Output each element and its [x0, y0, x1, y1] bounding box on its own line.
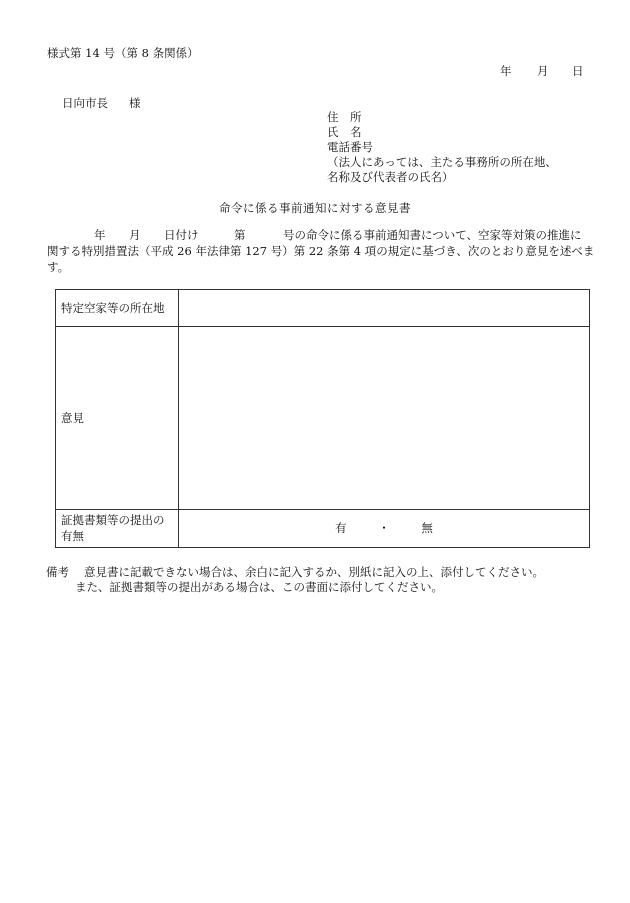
remarks-line-2: また、証拠書類等の提出がある場合は、この書面に添付してください。: [75, 580, 443, 594]
body-dai-label: 第: [234, 228, 246, 242]
evidence-no-option[interactable]: 無: [421, 521, 433, 536]
body-line-2: 関する特別措置法（平成 26 年法律第 127 号）第 22 条第 4 項の規定に基づき、次のとおり意見を述べま: [47, 244, 595, 258]
body-year-label: 年: [94, 228, 106, 242]
document-title: 命令に係る事前通知に対する意見書: [219, 201, 411, 215]
body-month-label: 月: [129, 228, 141, 242]
addressee-honorific: 様: [129, 96, 141, 110]
opinion-label: 意見: [56, 327, 179, 510]
sender-phone-label: 電話番号: [327, 140, 373, 154]
sender-name-label: 氏 名: [327, 125, 362, 139]
remarks-label: 備考: [46, 565, 69, 579]
date-day-label: 日: [572, 64, 584, 78]
evidence-choice-cell: [179, 510, 590, 548]
body-line-1-text: 号の命令に係る事前通知書について、空家等対策の推進に: [283, 228, 582, 242]
form-number: 様式第 14 号（第 8 条関係）: [47, 46, 199, 60]
opinion-field[interactable]: [179, 327, 590, 510]
table-row-opinion: [56, 327, 590, 510]
table-row-location: [56, 290, 590, 327]
location-field[interactable]: [179, 290, 590, 327]
sender-corporate-note-line2: 名称及び代表者の氏名）: [327, 170, 454, 184]
addressee-name: 日向市長: [62, 96, 108, 110]
evidence-yes-option[interactable]: 有: [335, 521, 347, 536]
evidence-label: [56, 510, 179, 548]
sender-address-label: 住 所: [327, 110, 362, 124]
evidence-label-line2: 有無: [61, 528, 84, 543]
body-line-3: す。: [47, 260, 70, 274]
remarks-line-1: 意見書に記載できない場合は、余白に記入するか、別紙に記入の上、添付してください。: [84, 565, 544, 579]
body-dated-label: 日付け: [164, 228, 199, 242]
table-row-evidence: [56, 510, 590, 548]
date-month-label: 月: [537, 64, 549, 78]
evidence-label-line1: 証拠書類等の提出の: [61, 512, 165, 527]
sender-corporate-note-line1: （法人にあっては、主たる事務所の所在地、: [327, 155, 557, 169]
opinion-table: [55, 289, 590, 548]
location-label: 特定空家等の所在地: [56, 290, 179, 327]
evidence-separator: ・: [378, 521, 390, 536]
date-year-label: 年: [500, 64, 512, 78]
